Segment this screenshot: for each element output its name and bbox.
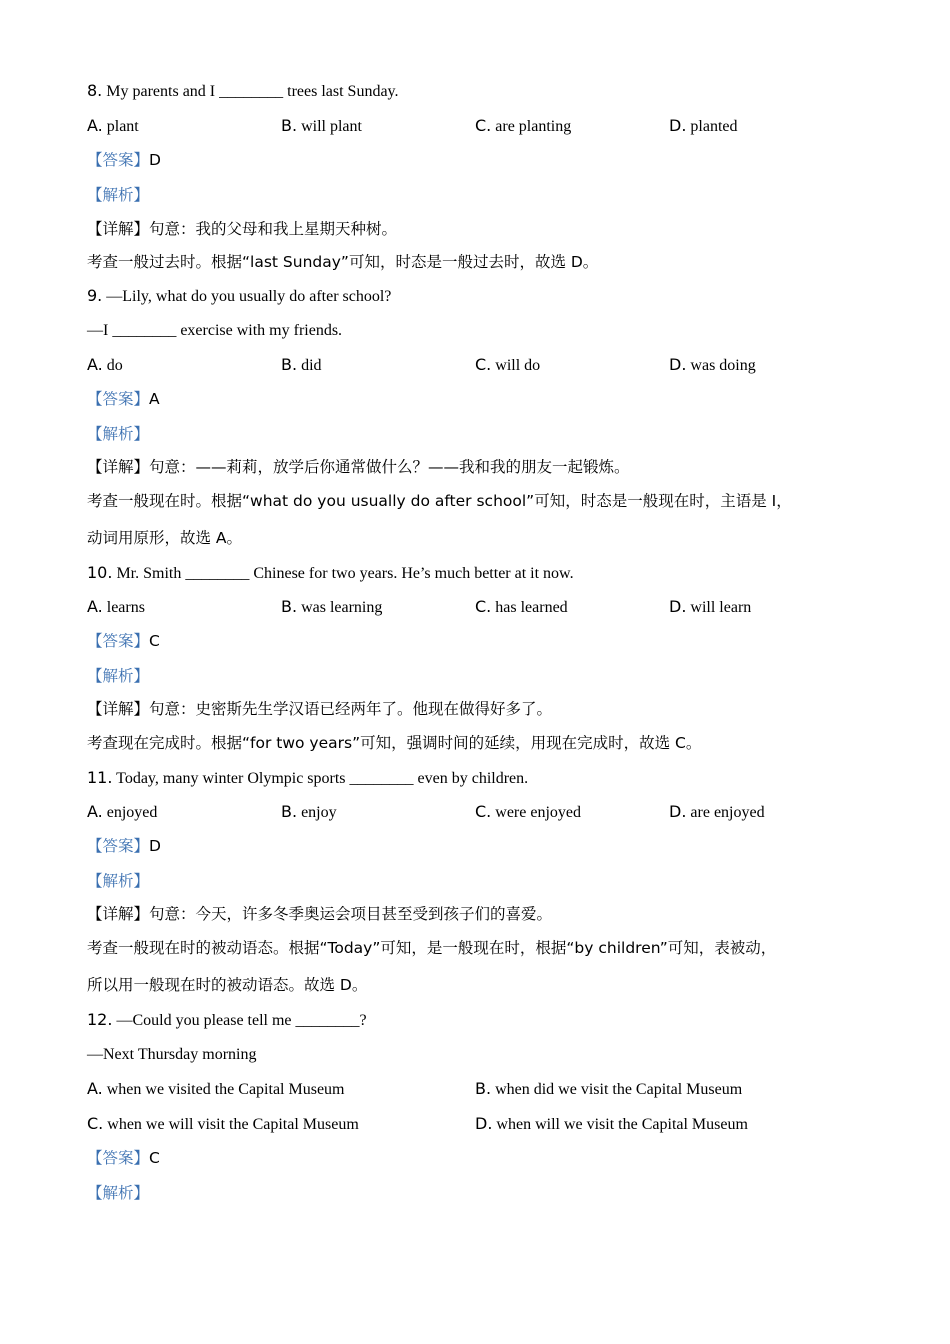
explanation-line: 考查现在完成时。根据“for two years”可知，强调时间的延续，用现在完成时，故选 C。 — [87, 734, 702, 752]
question-9-stem — [87, 286, 391, 307]
detail-text: 句意：——莉莉，放学后你通常做什么？——我和我的朋友一起锻炼。 — [149, 458, 630, 476]
analysis-label: 【解析】 — [87, 1184, 150, 1202]
question-text: —Could you please tell me ________? — [116, 1012, 367, 1029]
option-letter: C. — [87, 1114, 104, 1133]
option-a — [87, 802, 157, 823]
option-a — [87, 1079, 344, 1100]
option-letter: C. — [475, 116, 492, 135]
option-text: will plant — [301, 118, 362, 135]
option-text: learns — [106, 599, 145, 616]
question-9-stem-2: —I ________ exercise with my friends. — [87, 322, 343, 339]
option-text: when we will visit the Capital Museum — [107, 1116, 359, 1133]
option-d — [669, 355, 756, 376]
question-number: 11. — [87, 768, 113, 787]
answer-line — [87, 836, 161, 856]
option-letter: D. — [669, 597, 687, 616]
detail-line — [87, 219, 397, 239]
option-letter: A. — [87, 355, 103, 374]
question-12-stem — [87, 1010, 367, 1031]
option-c — [475, 116, 571, 137]
answer-value: C — [149, 632, 160, 650]
option-text: were enjoyed — [495, 804, 581, 821]
option-a — [87, 355, 123, 376]
option-d — [669, 116, 738, 137]
analysis-label: 【解析】 — [87, 425, 150, 443]
option-letter: B. — [475, 1079, 492, 1098]
option-letter: D. — [669, 116, 687, 135]
option-letter: B. — [281, 355, 298, 374]
option-text: plant — [106, 118, 139, 135]
option-b — [281, 597, 382, 618]
question-number: 9. — [87, 286, 103, 305]
option-letter: A. — [87, 116, 103, 135]
question-text: —Lily, what do you usually do after school? — [106, 288, 392, 305]
option-b — [281, 355, 322, 376]
question-10-stem — [87, 563, 574, 584]
detail-text: 句意：今天，许多冬季奥运会项目甚至受到孩子们的喜爱。 — [149, 905, 553, 923]
option-letter: C. — [475, 355, 492, 374]
question-12-stem-2: —Next Thursday morning — [87, 1046, 257, 1063]
question-text: Mr. Smith ________ Chinese for two years. He’s much better at it now. — [116, 565, 574, 582]
option-text: has learned — [495, 599, 568, 616]
option-c — [475, 802, 581, 823]
answer-label: 【答案】 — [87, 837, 150, 855]
option-d — [669, 802, 765, 823]
detail-line — [87, 904, 552, 924]
analysis-label: 【解析】 — [87, 872, 150, 890]
option-text: enjoy — [301, 804, 337, 821]
option-c — [475, 597, 568, 618]
option-c — [475, 355, 540, 376]
answer-label: 【答案】 — [87, 1149, 150, 1167]
question-8-stem — [87, 81, 399, 102]
question-11-stem — [87, 768, 528, 789]
explanation-line: 所以用一般现在时的被动语态。故选 D。 — [87, 976, 368, 994]
answer-line — [87, 150, 161, 170]
question-number: 8. — [87, 81, 103, 100]
option-text: do — [106, 357, 123, 374]
answer-value: A — [149, 390, 160, 408]
option-d — [669, 597, 751, 618]
detail-text: 句意：我的父母和我上星期天种树。 — [149, 220, 398, 238]
question-text: Today, many winter Olympic sports ________ even by children. — [116, 770, 529, 787]
option-text: are planting — [495, 118, 572, 135]
answer-value: C — [149, 1149, 160, 1167]
answer-label: 【答案】 — [87, 632, 150, 650]
option-letter: A. — [87, 1079, 103, 1098]
option-letter: D. — [669, 355, 687, 374]
answer-line — [87, 631, 160, 651]
option-letter: A. — [87, 802, 103, 821]
option-b — [475, 1079, 742, 1100]
option-letter: D. — [669, 802, 687, 821]
answer-label: 【答案】 — [87, 151, 150, 169]
explanation-line: 考查一般过去时。根据“last Sunday”可知，时态是一般过去时，故选 D。 — [87, 253, 599, 271]
option-text: when did we visit the Capital Museum — [495, 1081, 743, 1098]
explanation-line: 考查一般现在时。根据“what do you usually do after school”可知，时态是一般现在时，主语是 I， — [87, 492, 792, 510]
explanation-line: 动词用原形，故选 A。 — [87, 529, 243, 547]
answer-value: D — [149, 151, 161, 169]
detail-label: 【详解】 — [87, 700, 150, 718]
question-text: My parents and I ________ trees last Sunday. — [106, 83, 399, 100]
option-text: will do — [495, 357, 541, 374]
option-text: will learn — [690, 599, 752, 616]
option-text: was learning — [301, 599, 383, 616]
detail-label: 【详解】 — [87, 220, 150, 238]
answer-line — [87, 389, 160, 409]
option-text: when will we visit the Capital Museum — [496, 1116, 748, 1133]
detail-label: 【详解】 — [87, 905, 150, 923]
option-letter: B. — [281, 802, 298, 821]
option-a — [87, 597, 145, 618]
answer-label: 【答案】 — [87, 390, 150, 408]
option-c — [87, 1114, 359, 1135]
detail-label: 【详解】 — [87, 458, 150, 476]
option-text: was doing — [690, 357, 756, 374]
option-b — [281, 802, 337, 823]
option-text: when we visited the Capital Museum — [106, 1081, 345, 1098]
detail-text: 句意：史密斯先生学汉语已经两年了。他现在做得好多了。 — [149, 700, 553, 718]
option-a — [87, 116, 139, 137]
analysis-label: 【解析】 — [87, 186, 150, 204]
option-letter: C. — [475, 597, 492, 616]
option-text: are enjoyed — [690, 804, 765, 821]
option-text: did — [301, 357, 322, 374]
option-letter: A. — [87, 597, 103, 616]
option-letter: C. — [475, 802, 492, 821]
option-letter: B. — [281, 597, 298, 616]
explanation-line: 考查一般现在时的被动语态。根据“Today”可知，是一般现在时，根据“by children”可知，表被动， — [87, 939, 777, 957]
detail-line — [87, 699, 552, 719]
option-d — [475, 1114, 748, 1135]
detail-line — [87, 457, 630, 477]
analysis-label: 【解析】 — [87, 667, 150, 685]
option-text: enjoyed — [106, 804, 158, 821]
option-letter: B. — [281, 116, 298, 135]
option-letter: D. — [475, 1114, 493, 1133]
question-number: 12. — [87, 1010, 113, 1029]
option-b — [281, 116, 362, 137]
question-number: 10. — [87, 563, 113, 582]
option-text: planted — [690, 118, 738, 135]
answer-line — [87, 1148, 160, 1168]
answer-value: D — [149, 837, 161, 855]
